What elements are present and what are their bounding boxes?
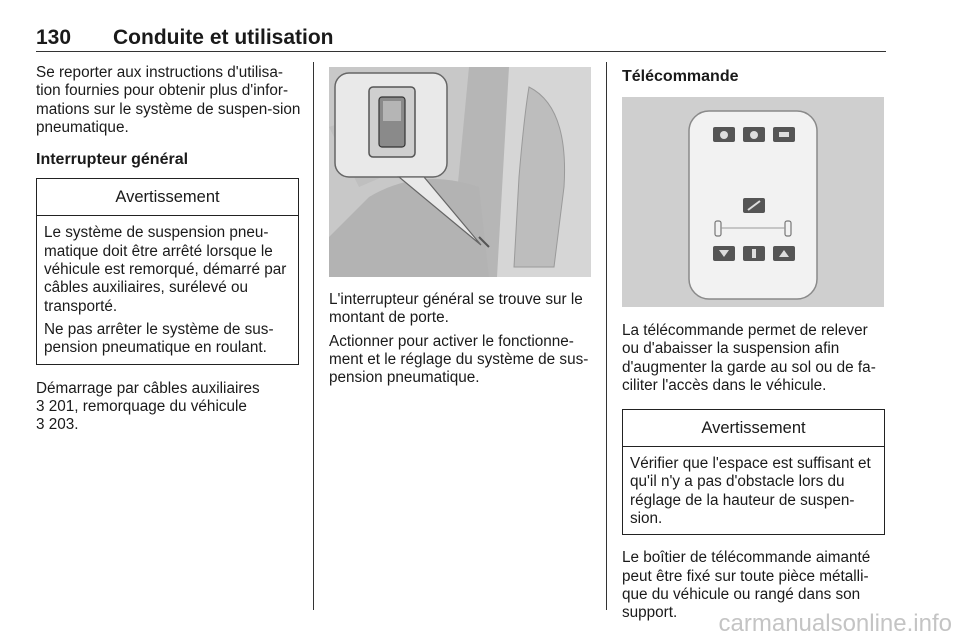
header-title: Conduite et utilisation bbox=[113, 26, 334, 49]
section-heading-telecommande: Télécommande bbox=[622, 68, 739, 85]
cross-reference-paragraph bbox=[36, 380, 301, 435]
cross-reference-line: Démarrage par câbles auxiliaires bbox=[36, 379, 260, 397]
page-number: 130 bbox=[36, 26, 72, 49]
warning-box-remote bbox=[622, 409, 885, 535]
switch-location-paragraph: L'interrupteur général se trouve sur le montant de porte. bbox=[329, 291, 583, 327]
header-rule bbox=[36, 51, 886, 52]
section-heading-interrupteur: Interrupteur général bbox=[36, 151, 189, 169]
column-right bbox=[622, 322, 887, 628]
column-divider-left bbox=[313, 62, 314, 610]
cross-reference-line: 3 203. bbox=[36, 416, 79, 434]
cross-reference-line: 3 201, remorquage du véhicule bbox=[36, 397, 247, 415]
remote-control-illustration bbox=[622, 97, 884, 307]
warning-paragraph: Ne pas arrêter le système de sus-pension pneumatique en roulant. bbox=[44, 320, 274, 357]
warning-box-general bbox=[36, 178, 299, 364]
column-left bbox=[36, 64, 301, 434]
column-middle-text bbox=[329, 291, 595, 392]
column-divider-right bbox=[606, 62, 607, 610]
warning-title: Avertissement bbox=[623, 410, 884, 447]
intro-paragraph: Se reporter aux instructions d'utilisa-tion fournies pour obtenir plus d'infor-mations sur le système de suspen-sion pneumatique. bbox=[36, 64, 301, 136]
main-switch-illustration bbox=[329, 67, 591, 277]
warning-paragraph: Vérifier que l'espace est suffisant et qu'il n'y a pas d'obstacle lors du réglage de la hauteur de suspen-sion. bbox=[630, 455, 871, 528]
column-right-heading bbox=[622, 68, 887, 86]
warning-paragraph: Le système de suspension pneu-matique doit être arrêté lorsque le véhicule est remorqué, démarré par câbles auxiliaires, surélevé ou transporté. bbox=[44, 224, 287, 315]
warning-title: Avertissement bbox=[37, 179, 298, 216]
warning-body bbox=[37, 216, 298, 363]
watermark: carmanualsonline.info bbox=[718, 610, 952, 637]
remote-storage-paragraph: Le boîtier de télécommande aimanté peut être fixé sur toute pièce métalli-que du véhicule ou rangé dans son support. bbox=[622, 549, 871, 622]
page-header bbox=[36, 26, 886, 50]
switch-action-paragraph: Actionner pour activer le fonctionne-ment et le réglage du système de sus-pension pneumatique. bbox=[329, 332, 589, 387]
remote-intro-paragraph: La télécommande permet de relever ou d'abaisser la suspension afin d'augmenter la garde au sol ou de fa-ciliter l'accès dans le véhicule. bbox=[622, 322, 876, 394]
warning-body bbox=[623, 447, 884, 534]
